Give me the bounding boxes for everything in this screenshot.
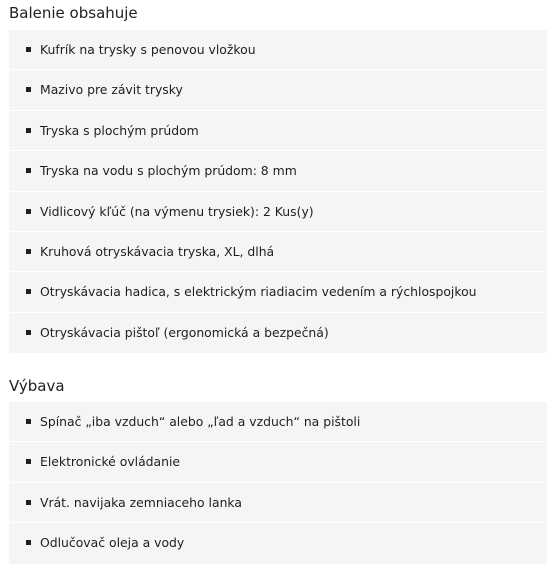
bullet-icon xyxy=(26,500,31,505)
list-item xyxy=(9,232,547,272)
list-item xyxy=(9,30,547,70)
bullet-icon xyxy=(26,540,31,545)
list-item xyxy=(9,523,547,563)
list-item-label: Kruhová otryskávacia tryska, XL, dlhá xyxy=(40,243,275,259)
bullet-icon xyxy=(26,459,31,464)
package-contents-list xyxy=(9,30,547,353)
list-item xyxy=(9,402,547,442)
list-item-label: Spínač „iba vzduch“ alebo „ľad a vzduch“ na pištoli xyxy=(40,414,361,429)
list-item-label: Tryska na vodu s plochým prúdom: 8 mm xyxy=(40,163,297,179)
section-title-equipment: Výbava xyxy=(9,377,65,395)
list-item-label: Vidlicový kľúč (na výmenu trysiek): 2 Kus(y) xyxy=(40,203,314,219)
list-item xyxy=(9,111,547,151)
list-item xyxy=(9,192,547,232)
section-title-package-contents: Balenie obsahuje xyxy=(9,4,138,22)
list-item-label: Mazivo pre závit trysky xyxy=(40,82,183,98)
list-item xyxy=(9,313,547,353)
list-item-label: Elektronické ovládanie xyxy=(40,454,181,470)
bullet-icon xyxy=(26,87,31,92)
list-item xyxy=(9,151,547,191)
list-item-label: Odlučovač oleja a vody xyxy=(40,535,185,551)
list-item xyxy=(9,272,547,312)
bullet-icon xyxy=(26,419,31,424)
equipment-list xyxy=(9,402,547,564)
bullet-icon xyxy=(26,168,31,173)
bullet-icon xyxy=(26,47,31,52)
list-item-label: Otryskávacia pištoľ (ergonomická a bezpečná) xyxy=(40,324,329,340)
bullet-icon xyxy=(26,330,31,335)
bullet-icon xyxy=(26,289,31,294)
list-item xyxy=(9,483,547,523)
list-item-label: Vrát. navijaka zemniaceho lanka xyxy=(40,494,242,510)
list-item-label: Otryskávacia hadica, s elektrickým riadiacim vedením a rýchlospojkou xyxy=(40,284,477,300)
bullet-icon xyxy=(26,209,31,214)
bullet-icon xyxy=(26,249,31,254)
list-item-label: Tryska s plochým prúdom xyxy=(40,122,199,138)
list-item xyxy=(9,70,547,110)
list-item xyxy=(9,442,547,482)
bullet-icon xyxy=(26,128,31,133)
list-item-label: Kufrík na trysky s penovou vložkou xyxy=(40,42,256,57)
